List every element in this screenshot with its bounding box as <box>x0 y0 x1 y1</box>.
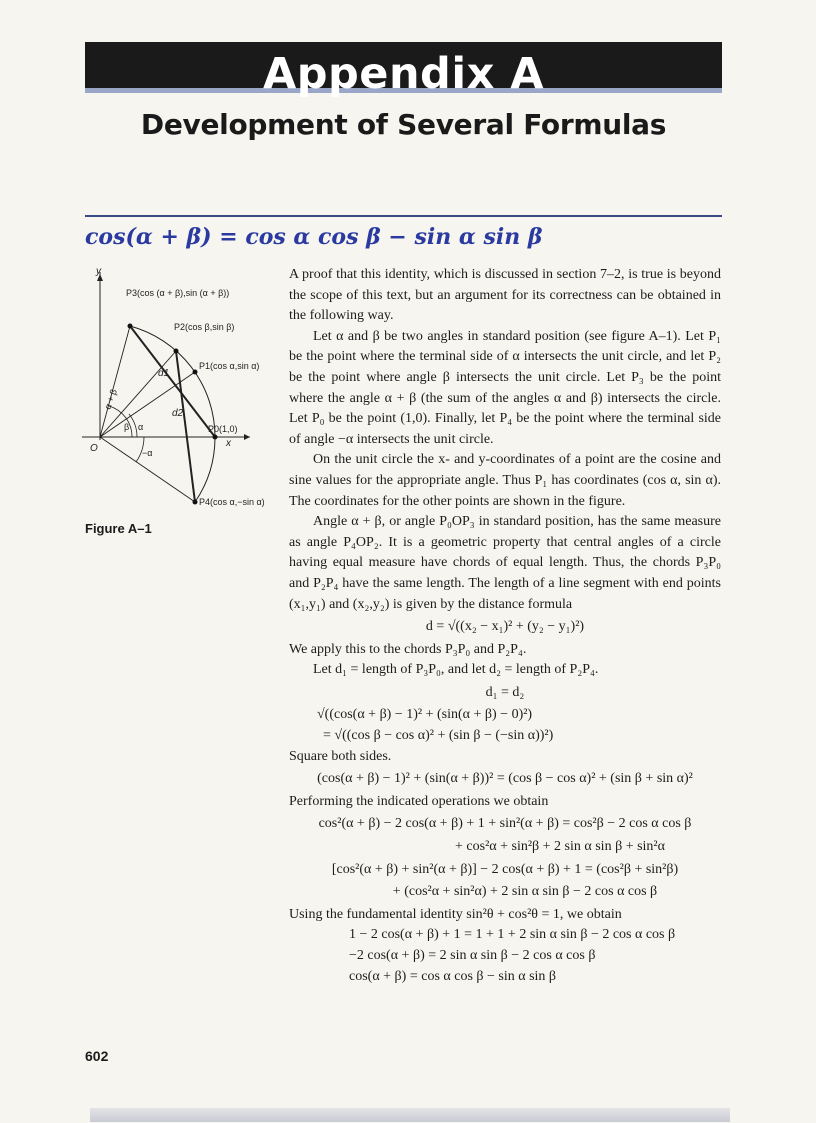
p4-label: P4(cos α,−sin α) <box>199 497 265 507</box>
alpha-plus-beta-label: α + β <box>102 387 119 411</box>
chapter-subtitle: Development of Several Formulas <box>140 108 667 141</box>
equation-d1-d2: d₁ = d₂ <box>485 684 525 700</box>
point-p4 <box>193 500 198 505</box>
equation-grouped-1: [cos²(α + β) + sin²(α + β)] − 2 cos(α + β) + 1 = (cos²β + sin²β) <box>331 861 679 877</box>
paragraph: Using the fundamental identity sin²θ + cos²θ = 1, we obtain <box>289 906 622 922</box>
d1-label: d1 <box>158 368 170 379</box>
chord-d1 <box>130 326 215 437</box>
equation-d1-expansion: √((cos(α + β) − 1)² + (sin(α + β) − 0)²) <box>317 707 533 723</box>
equation-simplified-1: 1 − 2 cos(α + β) + 1 = 1 + 1 + 2 sin α sin β − 2 cos α cos β <box>349 927 676 943</box>
paragraph: Square both sides. <box>289 748 392 764</box>
section-heading: cos(α + β) = cos α cos β − sin α sin β <box>85 224 543 250</box>
figure-a1 <box>82 262 282 512</box>
page-number: 602 <box>85 1048 109 1064</box>
unit-circle-diagram <box>82 262 282 512</box>
neg-alpha-label: −α <box>142 448 153 458</box>
equation-grouped-2: + (cos²α + sin²α) + 2 sin α sin β − 2 cos α cos β <box>392 884 658 900</box>
point-p2 <box>174 349 179 354</box>
distance-formula: d = √((x₂ − x₁)² + (y₂ − y₁)²) <box>425 619 585 635</box>
paragraph: Let α and β be two angles in standard position (see figure A–1). Let P₁ be the point where the terminal side of α intersects the unit circle, and let P₂ be the point where angle β intersects the unit circle. Let P₃ be the point where the angle α + β (the sum of the angles α and β) intersects the circle. Let P₀ be the point (1,0). Finally, let P₄ be the point where the terminal side of angle −α intersects the unit circle. <box>289 328 721 447</box>
appendix-title: Appendix A <box>262 49 545 99</box>
alpha-label: α <box>138 422 144 432</box>
y-axis-label: y <box>96 266 101 277</box>
equation-expanded-1: cos²(α + β) − 2 cos(α + β) + 1 + sin²(α + β) = cos²β − 2 cos α cos β <box>318 816 692 832</box>
beta-label: β <box>124 422 130 432</box>
point-p1 <box>193 370 198 375</box>
paragraph: A proof that this identity, which is discussed in section 7–2, is true is beyond the scope of this text, but an argument for its correctness can be obtained in the following way. <box>289 267 721 324</box>
scan-edge <box>90 1108 730 1122</box>
equation-expanded-2: + cos²α + sin²β + 2 sin α sin β + sin²α <box>455 839 665 855</box>
figure-caption: Figure A–1 <box>85 521 152 536</box>
paragraph: We apply this to the chords P₃P₀ and P₂P₄. <box>289 641 527 657</box>
paragraph: Let d₁ = length of P₃P₀, and let d₂ = length of P₂P₄. <box>313 662 599 678</box>
x-axis-label: x <box>226 438 231 449</box>
paragraph: On the unit circle the x- and y-coordinates of a point are the cosine and sine values for the appropriate angle. Thus P₁ has coordinates (cos α, sin α). The coordinates for the other points are shown in the figure. <box>289 452 721 509</box>
p0-label: P0(1,0) <box>208 424 238 434</box>
equation-result: cos(α + β) = cos α cos β − sin α sin β <box>349 968 557 984</box>
origin-label: O <box>90 443 98 454</box>
point-p0 <box>213 435 218 440</box>
section-rule <box>85 215 722 217</box>
p1-label: P1(cos α,sin α) <box>199 361 260 371</box>
equation-d2-expansion: = √((cos β − cos α)² + (sin β − (−sin α))²) <box>323 728 554 744</box>
equation-simplified-2: −2 cos(α + β) = 2 sin α sin β − 2 cos α cos β <box>349 948 596 963</box>
radius-op4 <box>100 437 195 502</box>
paragraph: Angle α + β, or angle P₀OP₃ in standard position, has the same measure as angle P₄OP₂. It is a geometric property that central angles of a circle having equal measure have chords of equal length. Thus, the chords P₃P₀ and P₂P₄ have the same length. The length of a line segment with end points (x₁,y₁) and (x₂,y₂) is given by the distance formula <box>289 514 721 612</box>
d2-label: d2 <box>172 408 184 419</box>
equation-squared: (cos(α + β) − 1)² + (sin(α + β))² = (cos β − cos α)² + (sin β + sin α)² <box>317 771 693 787</box>
point-p3 <box>128 324 133 329</box>
paragraph: Performing the indicated operations we obtain <box>289 793 549 809</box>
p3-label: P3(cos (α + β),sin (α + β)) <box>126 288 230 298</box>
p2-label: P2(cos β,sin β) <box>174 322 235 332</box>
body-text <box>289 265 721 987</box>
